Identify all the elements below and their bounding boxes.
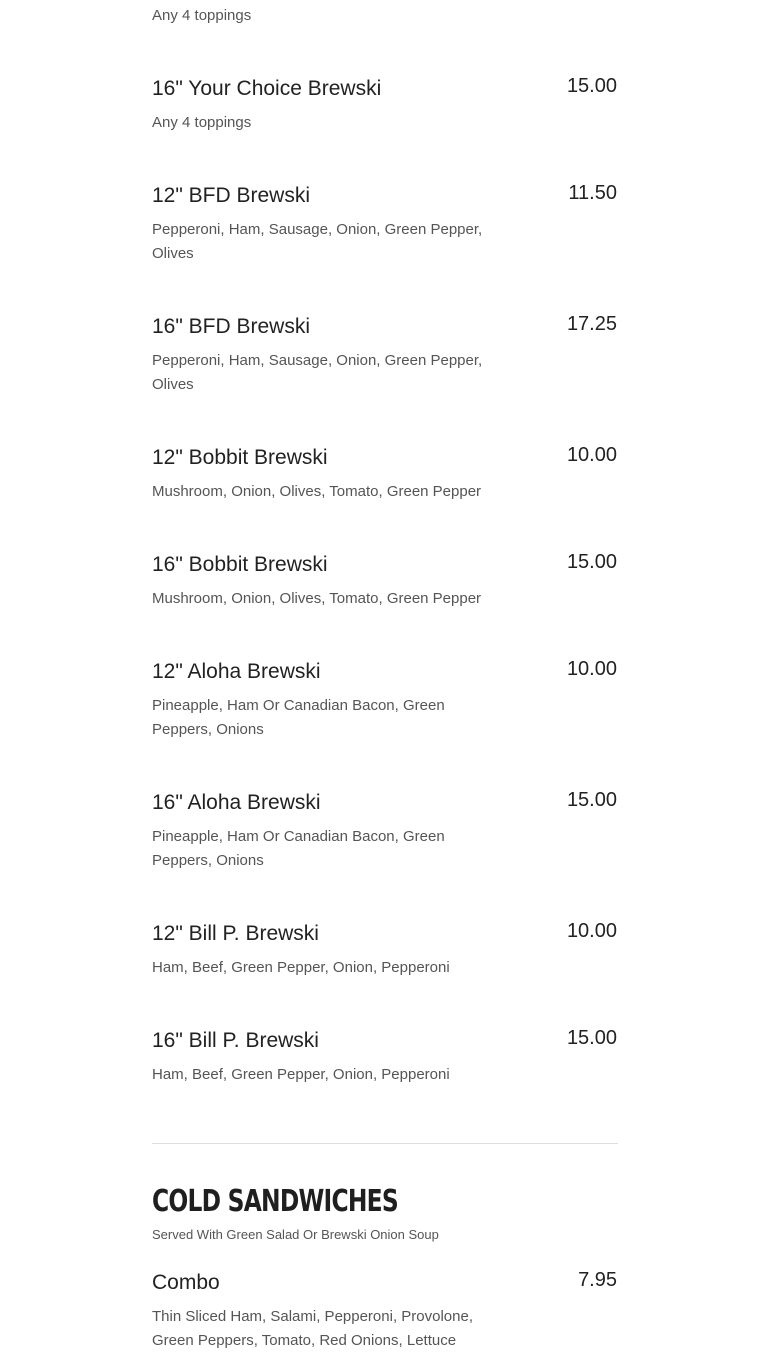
menu-item-description: Pineapple, Ham Or Canadian Bacon, Green Peppers, Onions (152, 697, 445, 738)
menu-item-price: 11.50 (568, 182, 617, 204)
menu-item (152, 445, 618, 504)
menu-item (152, 790, 618, 873)
menu-item-description: Any 4 toppings (152, 7, 252, 24)
menu-item-description: Ham, Beef, Green Pepper, Onion, Pepperoni (152, 959, 450, 976)
menu-item-price: 15.00 (566, 1027, 617, 1049)
menu-item-price: 15.00 (566, 551, 617, 573)
menu-item (152, 921, 618, 980)
menu-item (152, 1028, 618, 1087)
section-subtitle: Served With Green Salad Or Brewski Onion Soup (152, 1227, 439, 1242)
menu-item-name: 12" Aloha Brewski (152, 660, 321, 683)
menu-item-description: Pepperoni, Ham, Sausage, Onion, Green Pepper, Olives (152, 221, 483, 262)
menu-item-price: 10.00 (566, 920, 617, 942)
menu-item (152, 552, 618, 611)
menu-item (152, 659, 618, 742)
menu-item-description: Thin Sliced Ham, Salami, Pepperoni, Provolone, Green Peppers, Tomato, Red Onions, Lettuce (152, 1308, 473, 1349)
menu-item-description: Pepperoni, Ham, Sausage, Onion, Green Pepper, Olives (152, 352, 483, 393)
menu-item-description: Any 4 toppings (152, 114, 252, 131)
menu-item-name: 12" Bobbit Brewski (152, 446, 328, 469)
menu-item-description: Mushroom, Onion, Olives, Tomato, Green Pepper (152, 483, 482, 500)
menu-item-name: 12" Bill P. Brewski (152, 922, 319, 945)
menu-item-name: 16" Bobbit Brewski (152, 553, 328, 576)
menu-item (152, 314, 618, 397)
menu-item (152, 76, 618, 135)
menu-item-price: 15.00 (566, 789, 617, 811)
menu-item-name: 12" BFD Brewski (152, 184, 310, 207)
menu-item-name: 16" BFD Brewski (152, 315, 310, 338)
menu-item-price: 10.00 (566, 658, 617, 680)
menu-item-price: 7.95 (578, 1269, 617, 1291)
menu-item-name: 16" Bill P. Brewski (152, 1029, 319, 1052)
menu-item-name: 16" Your Choice Brewski (152, 77, 382, 100)
menu-item-description: Ham, Beef, Green Pepper, Onion, Pepperoni (152, 1066, 450, 1083)
menu-item (152, 183, 618, 266)
menu-item-price: 10.00 (566, 444, 617, 466)
menu-item-price: 15.00 (566, 75, 617, 97)
menu-item-description: Mushroom, Onion, Olives, Tomato, Green Pepper (152, 590, 482, 607)
section-divider (152, 1143, 618, 1144)
menu-item-price: 17.25 (566, 313, 617, 335)
menu-item (152, 1270, 618, 1353)
menu-item-description: Pineapple, Ham Or Canadian Bacon, Green Peppers, Onions (152, 828, 445, 869)
menu-item-name: 16" Aloha Brewski (152, 791, 321, 814)
section-title: COLD SANDWICHES (152, 1184, 398, 1219)
menu-item-name: Combo (152, 1271, 220, 1294)
